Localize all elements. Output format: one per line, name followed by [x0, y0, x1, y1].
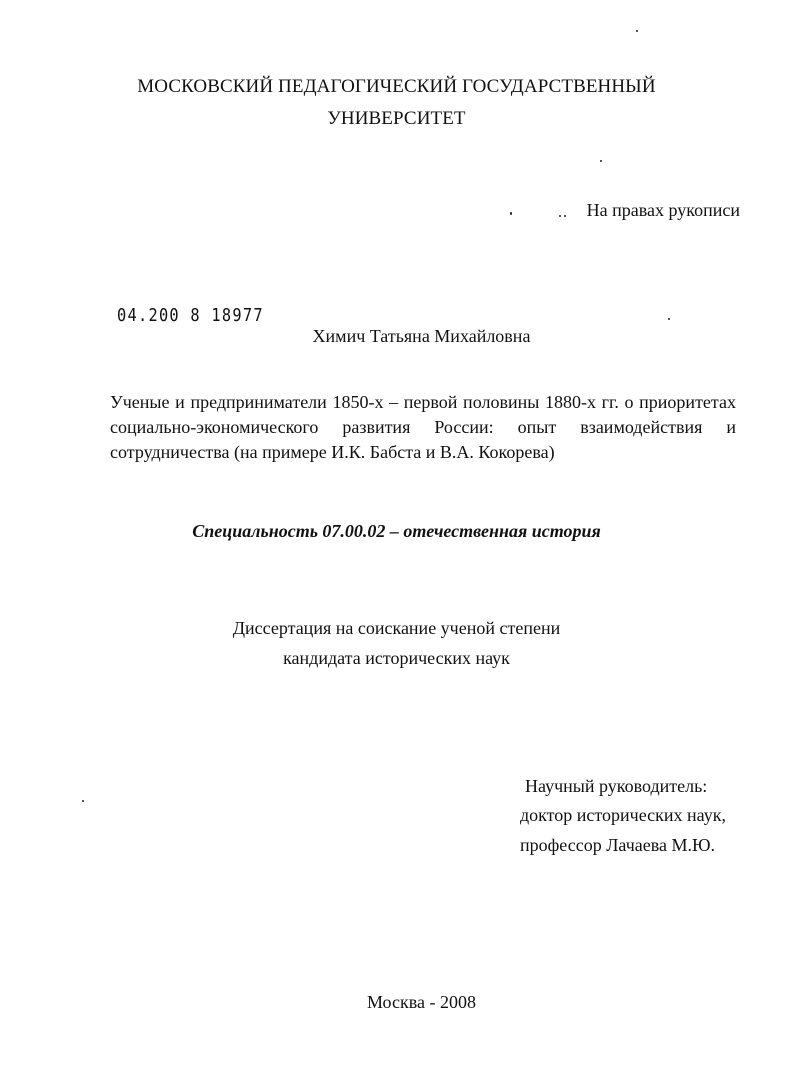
scan-speck — [668, 318, 670, 320]
scan-speck — [600, 160, 602, 162]
advisor-label: Научный руководитель: — [525, 776, 708, 796]
dissertation-degree-line2: кандидата исторических наук — [283, 648, 510, 668]
scan-speck — [559, 215, 561, 217]
city-year: Москва - 2008 — [367, 992, 476, 1012]
specialty: Специальность 07.00.02 – отечественная история — [192, 521, 601, 541]
library-stamp-number: 04.200 8 18977 — [117, 305, 264, 326]
scan-speck — [564, 215, 566, 217]
thesis-title: Ученые и предприниматели 1850-х – первой половины 1880-х гг. о приоритетах социально-экономического развития России: опыт взаимодействия и сотрудничества (на примере И.К. Бабста и В.А. Кокорева) — [110, 392, 736, 462]
dissertation-degree-line1: Диссертация на соискание ученой степени — [232, 618, 561, 638]
university-name-line2: УНИВЕРСИТЕТ — [327, 108, 466, 129]
manuscript-note: На правах рукописи — [586, 200, 740, 220]
scan-speck — [636, 30, 638, 32]
author-name: Химич Татьяна Михайловна — [312, 326, 531, 346]
advisor-name: профессор Лачаева М.Ю. — [520, 835, 715, 855]
scan-speck — [510, 212, 512, 215]
advisor-degree: доктор исторических наук, — [520, 805, 726, 825]
university-name-line1: МОСКОВСКИЙ ПЕДАГОГИЧЕСКИЙ ГОСУДАРСТВЕННЫЙ — [137, 76, 656, 97]
scan-speck — [82, 800, 84, 802]
